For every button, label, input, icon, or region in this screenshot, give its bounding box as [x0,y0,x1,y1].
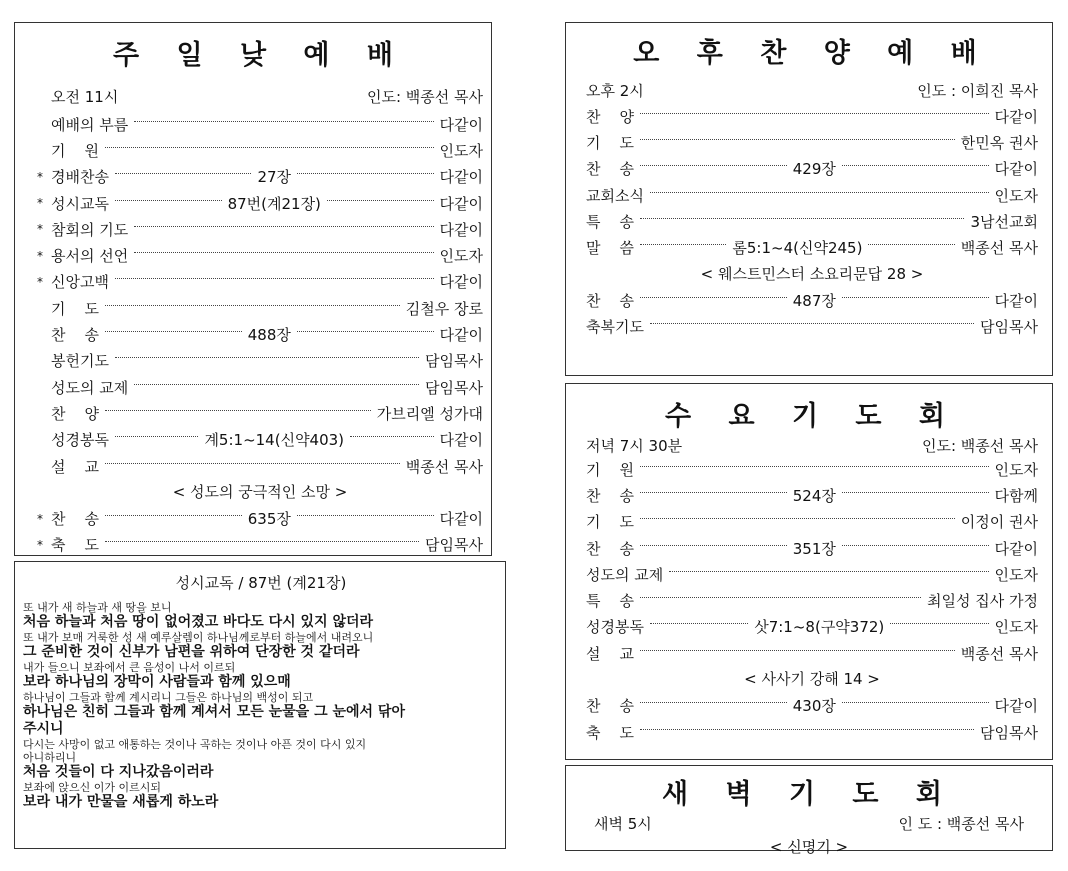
leader-dots [842,545,989,546]
order-item [37,321,483,347]
order-item-person: 김철우 장로 [405,299,483,318]
order-item-label: 참회의 기도 [51,220,129,239]
order-item-label: 예배의 부름 [51,115,129,134]
order-item-detail: 27장 [257,168,292,187]
leader-dots [350,436,433,437]
order-item [586,234,1038,260]
order-item-detail: 계5:1~14(신약403) [204,431,345,450]
leader-dots [842,702,989,703]
order-item [37,216,483,242]
order-item-person: 다같이 [439,168,483,187]
order-item-person: 다함께 [994,486,1039,505]
leader-dots [640,545,787,546]
afternoon-closing-list [586,287,1038,340]
order-item-label: 성도의 교제 [586,565,664,584]
order-item-person: 담임목사 [425,378,483,397]
order-item-label: 특 송 [586,592,635,611]
sunday-service-box [14,22,492,556]
wednesday-order-list [586,456,1038,666]
leader-dots [640,729,974,730]
order-item-label: 말 씀 [586,239,635,258]
order-item [37,269,483,295]
order-item-person: 담임목사 [425,536,483,555]
order-item-person: 다같이 [994,291,1039,310]
order-item-label: 축복기도 [586,318,644,337]
sunday-order-list [37,111,483,479]
leader-dots [297,331,434,332]
congregation-line: 그 준비한 것이 신부가 남편을 위하여 단장한 것 같더라 [23,644,360,660]
leader-line: 다시는 사망이 없고 애통하는 것이나 곡하는 것이나 아픈 것이 다시 있지 [23,738,367,751]
leader-dots [105,541,419,542]
leader-dots [640,218,964,219]
order-item [586,509,1038,535]
leader-dots [105,515,242,516]
order-item [586,614,1038,640]
order-item-person: 담임목사 [980,723,1038,742]
leader-dots [134,252,433,253]
order-item-label: 찬 양 [51,404,100,423]
order-item-person: 다같이 [439,326,484,345]
order-item [586,482,1038,508]
dawn-sermon-title: < 신명기 > [769,838,849,856]
leader-dots [650,192,989,193]
order-item [37,111,483,137]
leader-dots [115,200,222,201]
order-item-person: 담임목사 [425,352,483,371]
order-item-label: 찬 송 [586,486,635,505]
leader-line: 하나님이 그들과 함께 계시리니 그들은 하나님의 백성이 되고 [23,691,314,704]
order-item [586,561,1038,587]
leader-dots [134,121,433,122]
sunday-closing-list [37,505,483,558]
order-item [37,400,483,426]
order-item-person: 인도자 [994,460,1038,479]
dawn-service-time: 새벽 5시 [594,815,652,833]
order-item-label: 설 교 [586,644,635,663]
order-item-label: 찬 송 [586,160,635,179]
leader-dots [134,226,433,227]
leader-dots [640,702,787,703]
leader-dots [842,165,989,166]
congregation-line: 처음 것들이 다 지나갔음이러라 [23,764,214,780]
order-item [586,719,1038,745]
afternoon-order-list [586,103,1038,261]
afternoon-service-box [565,22,1053,376]
leader-dots [640,113,988,114]
order-item-person: 인도자 [439,141,483,160]
order-item [586,287,1038,313]
order-item-label: 축 도 [51,536,100,555]
order-item-person: 백종선 목사 [960,239,1038,258]
order-item-label: 기 원 [586,460,635,479]
order-item [586,640,1038,666]
order-item-label: 성시교독 [51,194,109,213]
leader-dots [105,147,433,148]
congregation-line: 처음 하늘과 처음 땅이 없어졌고 바다도 다시 있지 않더라 [23,614,374,630]
order-item-label: 기 도 [586,513,635,532]
order-item [586,156,1038,182]
order-item-person: 다같이 [994,697,1039,716]
leader-dots [842,492,989,493]
order-item-person: 3남선교회 [970,212,1038,231]
order-item-detail: 87번(계21장) [227,194,321,213]
order-item-person: 다같이 [439,431,483,450]
leader-dots [115,436,198,437]
order-item-person: 다같이 [994,107,1038,126]
leader-dots [134,384,419,385]
leader-dots [115,357,419,358]
order-item [37,295,483,321]
sunday-service-time: 오전 11시 [51,88,119,106]
order-item [37,164,483,190]
leader-dots [640,165,787,166]
leader-dots [640,297,787,298]
order-item-label: 성경봉독 [51,431,109,450]
afternoon-service-leader: 인도 : 이희진 목사 [917,82,1038,100]
leader-dots [842,297,989,298]
afternoon-service-time: 오후 2시 [586,82,644,100]
order-item-person: 이정이 권사 [960,513,1038,532]
order-item [586,535,1038,561]
order-item [37,532,483,558]
order-item-person: 백종선 목사 [405,457,483,476]
order-item-person: 다같이 [994,539,1039,558]
leader-line: 내가 들으니 보좌에서 큰 음성이 나서 이르되 [23,661,236,674]
standing-mark: * [37,511,43,526]
leader-dots [105,331,242,332]
order-item-person: 인도자 [439,247,483,266]
wednesday-sermon-title: < 사사기 강해 14 > [744,670,880,689]
wednesday-service-time: 저녁 7시 30분 [586,437,683,455]
leader-dots [115,173,251,174]
order-item-person: 백종선 목사 [960,644,1038,663]
order-item-person: 인도자 [994,565,1038,584]
order-item-label: 기 도 [586,133,635,152]
order-item-detail: 524장 [792,486,836,505]
order-item [37,505,483,531]
wednesday-service-leader: 인도: 백종선 목사 [921,437,1038,455]
leader-dots [868,244,954,245]
order-item [586,456,1038,482]
leader-dots [890,623,988,624]
congregation-line: 주시니 [23,721,64,737]
order-item-detail: 롬5:1~4(신약245) [732,239,863,258]
leader-dots [105,410,371,411]
order-item [586,182,1038,208]
dawn-service-leader: 인 도 : 백종선 목사 [898,815,1024,833]
order-item-person: 다같이 [439,194,483,213]
order-item-person: 가브리엘 성가대 [376,404,483,423]
wednesday-closing-list [586,693,1038,746]
order-item [37,137,483,163]
standing-mark: * [37,196,43,211]
order-item-detail: 429장 [792,160,836,179]
sunday-sermon-title: < 성도의 궁극적인 소망 > [172,483,348,502]
order-item-person: 최일성 집사 가정 [927,592,1038,611]
order-item-label: 기 도 [51,299,100,318]
order-item-detail: 635장 [247,510,291,529]
wednesday-service-box [565,383,1053,760]
order-item-label: 교회소식 [586,186,644,205]
standing-mark: * [37,248,43,263]
congregation-line: 보라 하나님의 장막이 사람들과 함께 있으매 [23,674,291,690]
leader-dots [115,278,434,279]
order-item-label: 설 교 [51,457,100,476]
leader-dots [640,650,955,651]
order-item [37,453,483,479]
order-item-label: 찬 송 [586,539,635,558]
leader-dots [640,139,955,140]
order-item [586,313,1038,339]
dawn-service-title: 새 벽 기 도 회 [661,779,956,810]
afternoon-sermon-title: < 웨스트민스터 소요리문답 28 > [700,264,924,283]
order-item-person: 다같이 [439,220,483,239]
order-item-label: 용서의 선언 [51,247,129,266]
order-item [37,190,483,216]
order-item-person: 담임목사 [980,318,1038,337]
order-item-person: 인도자 [994,618,1039,637]
leader-dots [640,597,921,598]
order-item-label: 찬 송 [51,510,100,529]
order-item [37,374,483,400]
afternoon-service-title: 오 후 찬 양 예 배 [633,38,991,69]
responsive-reading-box [14,561,506,849]
order-item-person: 다같이 [439,273,483,292]
leader-dots [327,200,434,201]
order-item-detail: 488장 [247,326,291,345]
leader-dots [297,515,434,516]
order-item-label: 찬 송 [51,326,100,345]
order-item-detail: 487장 [792,291,836,310]
congregation-line: 하나님은 친히 그들과 함께 계셔서 모든 눈물을 그 눈에서 닦아 [23,704,405,720]
order-item [37,427,483,453]
order-item-label: 신앙고백 [51,273,109,292]
leader-dots [669,571,988,572]
leader-dots [105,463,400,464]
order-item [586,693,1038,719]
order-item [586,103,1038,129]
dawn-service-box [565,765,1053,856]
order-item-person: 한민옥 권사 [960,133,1038,152]
order-item-label: 봉헌기도 [51,352,109,371]
leader-dots [640,244,726,245]
order-item-label: 기 원 [51,141,100,160]
order-item-label: 찬 양 [586,107,635,126]
order-item-detail: 삿7:1~8(구약372) [754,618,885,637]
order-item-label: 찬 송 [586,291,635,310]
standing-mark: * [37,169,43,184]
leader-dots [297,173,433,174]
order-item-person: 인도자 [994,186,1038,205]
leader-line: 보좌에 앉으신 이가 이르시되 [23,781,162,794]
leader-line: 아니하리니 [23,751,77,764]
congregation-line: 보라 내가 만물을 새롭게 하노라 [23,794,219,810]
leader-dots [640,518,955,519]
order-item-label: 찬 송 [586,697,635,716]
order-item-detail: 351장 [792,539,836,558]
order-item-person: 다같이 [439,115,483,134]
order-item [586,208,1038,234]
sunday-service-title: 주 일 낮 예 배 [112,40,407,71]
leader-dots [640,466,988,467]
standing-mark: * [37,222,43,237]
leader-dots [650,623,748,624]
order-item-label: 경배찬송 [51,168,109,187]
responsive-reading-lines [23,601,499,811]
leader-dots [105,305,400,306]
order-item [37,242,483,268]
leader-dots [650,323,974,324]
order-item-label: 성경봉독 [586,618,644,637]
standing-mark: * [37,537,43,552]
order-item-label: 특 송 [586,212,635,231]
leader-dots [640,492,787,493]
sunday-service-leader: 인도: 백종선 목사 [366,88,483,106]
order-item-person: 다같이 [439,510,484,529]
standing-mark: * [37,274,43,289]
order-item-detail: 430장 [792,697,836,716]
leader-line: 또 내가 새 하늘과 새 땅을 보니 [23,601,172,614]
responsive-reading-title: 성시교독 / 87번 (계21장) [175,574,347,592]
order-item-person: 다같이 [994,160,1039,179]
order-item-label: 축 도 [586,723,635,742]
order-item-label: 성도의 교제 [51,378,129,397]
order-item [586,587,1038,613]
order-item [37,348,483,374]
order-item [586,129,1038,155]
wednesday-service-title: 수 요 기 도 회 [664,401,959,432]
leader-line: 또 내가 보매 거룩한 성 새 예루살렘이 하나님께로부터 하늘에서 내려오니 [23,631,374,644]
